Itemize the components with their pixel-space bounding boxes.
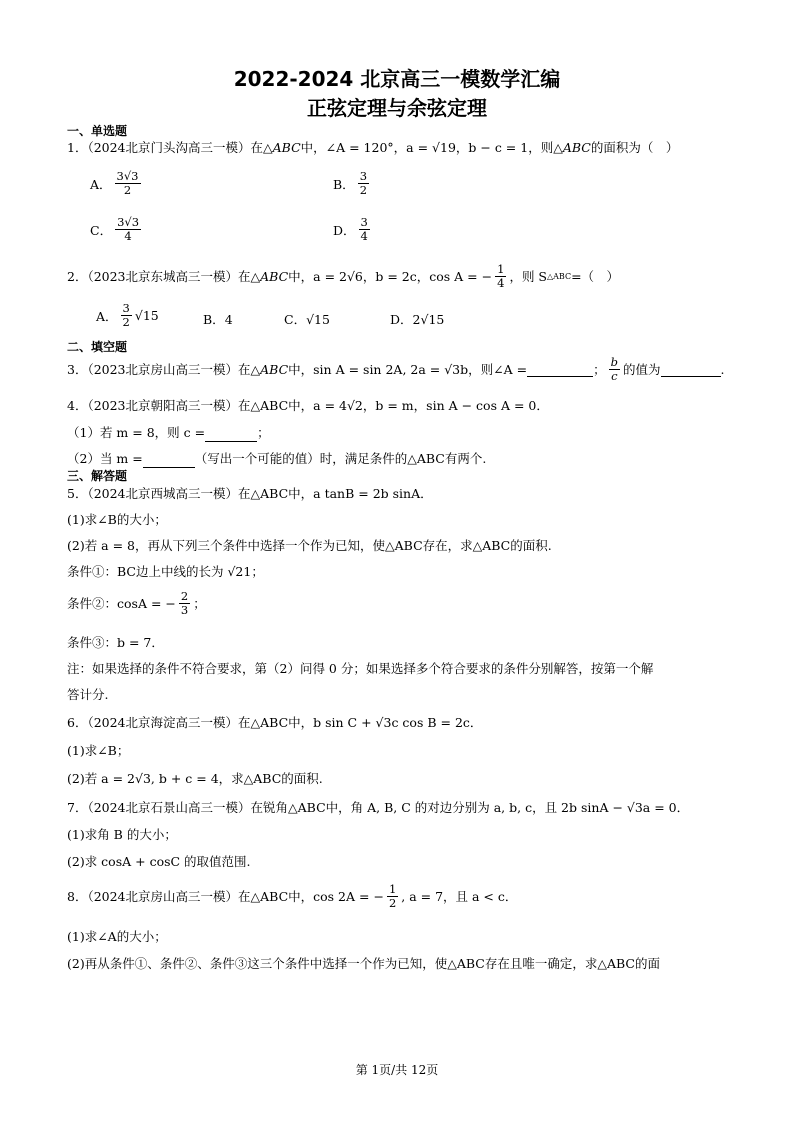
- question-5-stem: 5．（2024北京西城高三一模）在△ABC中，a tanB = 2b sinA．: [67, 486, 433, 501]
- option-value: 4: [224, 311, 233, 327]
- q2-subscript: △ABC: [546, 271, 572, 281]
- q2-triangle: △ABC: [250, 268, 289, 284]
- question-1-stem: [67, 139, 678, 157]
- option-label: B．: [333, 176, 355, 192]
- question-5-condition3: 条件③：b = 7．: [67, 635, 164, 650]
- q1-triangle-2: △ABC: [553, 140, 591, 155]
- option-label: B．: [203, 312, 225, 327]
- answer-blank[interactable]: [527, 362, 593, 377]
- question-4-part1: （1）若 m = 8，则 c = ；: [67, 425, 270, 440]
- option-value: √15: [134, 308, 159, 323]
- question-4-part2: （2）当 m = （写出一个可能的值）时，满足条件的△ABC有两个.: [67, 451, 487, 466]
- answer-blank[interactable]: [205, 427, 257, 442]
- q3-part1: 中，sin A = sin 2A, 2a = √3b，则∠A =: [288, 361, 528, 377]
- question-6-stem: 6．（2024北京海淀高三一模）在△ABC中，b sin C + √3c cos B = 2c．: [67, 715, 483, 730]
- option-value: 2√15: [412, 311, 445, 327]
- q1-option-d[interactable]: [333, 216, 373, 243]
- q3-prefix: 3．（2023北京房山高三一模）在: [67, 361, 251, 377]
- q2-part2: ，则 S: [509, 268, 547, 284]
- option-label: C．: [284, 312, 307, 327]
- q1-option-c[interactable]: [90, 216, 144, 243]
- fraction: $\frac{3}{2}$: [122, 301, 130, 329]
- question-5-part2: (2)若 a = 8，再从下列三个条件中选择一个作为已知，使△ABC存在，求△ABC的面积.: [67, 538, 552, 553]
- question-6-part1: (1)求∠B；: [67, 743, 130, 758]
- question-7-part1: (1)求角 B 的大小；: [67, 827, 177, 842]
- q2-prefix: 2．（2023北京东城高三一模）在: [67, 268, 251, 284]
- option-label: A．: [96, 308, 118, 324]
- fraction: $\frac{1}{2}$: [388, 882, 397, 910]
- fraction: $\frac{3}{2}$: [359, 169, 368, 197]
- q1-option-a[interactable]: [90, 170, 144, 197]
- doc-title-line1: 2022-2024 北京高三一模数学汇编: [233, 67, 561, 91]
- answer-blank[interactable]: [143, 453, 195, 468]
- q3-triangle: △ABC: [250, 361, 289, 377]
- q2-part3: =（ ）: [571, 268, 620, 284]
- option-label: D．: [333, 222, 356, 238]
- question-7-stem: 7．（2024北京石景山高三一模）在锐角△ABC中，角 A, B, C 的对边分别为 a, b, c，且 2b sinA − √3a = 0．: [67, 800, 690, 815]
- q1-prefix: 1．（2024北京门头沟高三一模）在: [67, 140, 264, 155]
- fraction: $\frac{3√3}{2}$: [116, 169, 139, 197]
- section-solution: 三、解答题: [67, 469, 128, 483]
- q2-option-c[interactable]: [284, 310, 330, 328]
- question-4-stem: 4．（2023北京朝阳高三一模）在△ABC中，a = 4√2，b = m，sin A − cos A = 0．: [67, 398, 549, 413]
- q2-part1: 中，a = 2√6，b = 2c，cos A = −: [288, 268, 493, 284]
- question-3-stem: [67, 356, 724, 383]
- question-6-part2: (2)若 a = 2√3, b + c = 4，求△ABC的面积.: [67, 771, 323, 786]
- question-5-note-1: 注：如果选择的条件不符合要求，第（2）问得 0 分；如果选择多个符合要求的条件分别解答，按第一个解: [67, 661, 654, 676]
- q1-triangle: △ABC: [263, 140, 301, 155]
- q1-suffix: 的面积为（ ）: [590, 140, 679, 155]
- question-8-stem: 8．（2024北京房山高三一模）在△ABC中，cos 2A = − $\frac{1}{2}$ , a = 7，且 a < c．: [67, 882, 518, 910]
- fraction: $\frac{b}{c}$: [610, 355, 618, 383]
- q2-option-d[interactable]: [390, 310, 444, 328]
- question-7-part2: (2)求 cosA + cosC 的取值范围.: [67, 854, 251, 869]
- q3-part2: ；: [593, 361, 606, 377]
- section-single-choice: 一、单选题: [67, 124, 128, 138]
- q3-end: .: [720, 361, 725, 377]
- fraction: $\frac{3}{4}$: [360, 215, 368, 243]
- doc-title-line2: 正弦定理与余弦定理: [307, 96, 487, 120]
- option-label: A．: [90, 176, 112, 192]
- fraction: $\frac{3√3}{4}$: [117, 215, 140, 243]
- option-label: D．: [390, 312, 413, 327]
- question-2-stem: [67, 263, 619, 290]
- q3-part3: 的值为: [622, 361, 661, 377]
- answer-blank[interactable]: [661, 362, 721, 377]
- q2-option-a[interactable]: [96, 302, 159, 329]
- question-8-part1: (1)求∠A的大小；: [67, 929, 167, 944]
- question-5-part1: (1)求∠B的大小；: [67, 512, 167, 527]
- question-8-part2: (2)再从条件①、条件②、条件③这三个条件中选择一个作为已知，使△ABC存在且唯一确定，求△ABC的面: [67, 956, 660, 971]
- question-5-note-2: 答计分.: [67, 687, 109, 702]
- q2-option-b[interactable]: [203, 310, 233, 328]
- q1-option-b[interactable]: [333, 170, 372, 197]
- page-number: 第 1页/共 12页: [355, 1063, 439, 1077]
- section-fill-blank: 二、填空题: [67, 340, 128, 354]
- option-label: C．: [90, 222, 113, 238]
- question-5-condition1: 条件①：BC边上中线的长为 √21；: [67, 564, 264, 579]
- fraction: $\frac{1}{4}$: [497, 262, 505, 290]
- fraction: $\frac{2}{3}$: [180, 589, 189, 617]
- question-5-condition2: 条件②：cosA = − $\frac{2}{3}$ ；: [67, 589, 206, 617]
- q1-middle: 中，∠A = 120°，a = √19，b − c = 1，则: [300, 140, 554, 155]
- option-value: √15: [306, 311, 330, 327]
